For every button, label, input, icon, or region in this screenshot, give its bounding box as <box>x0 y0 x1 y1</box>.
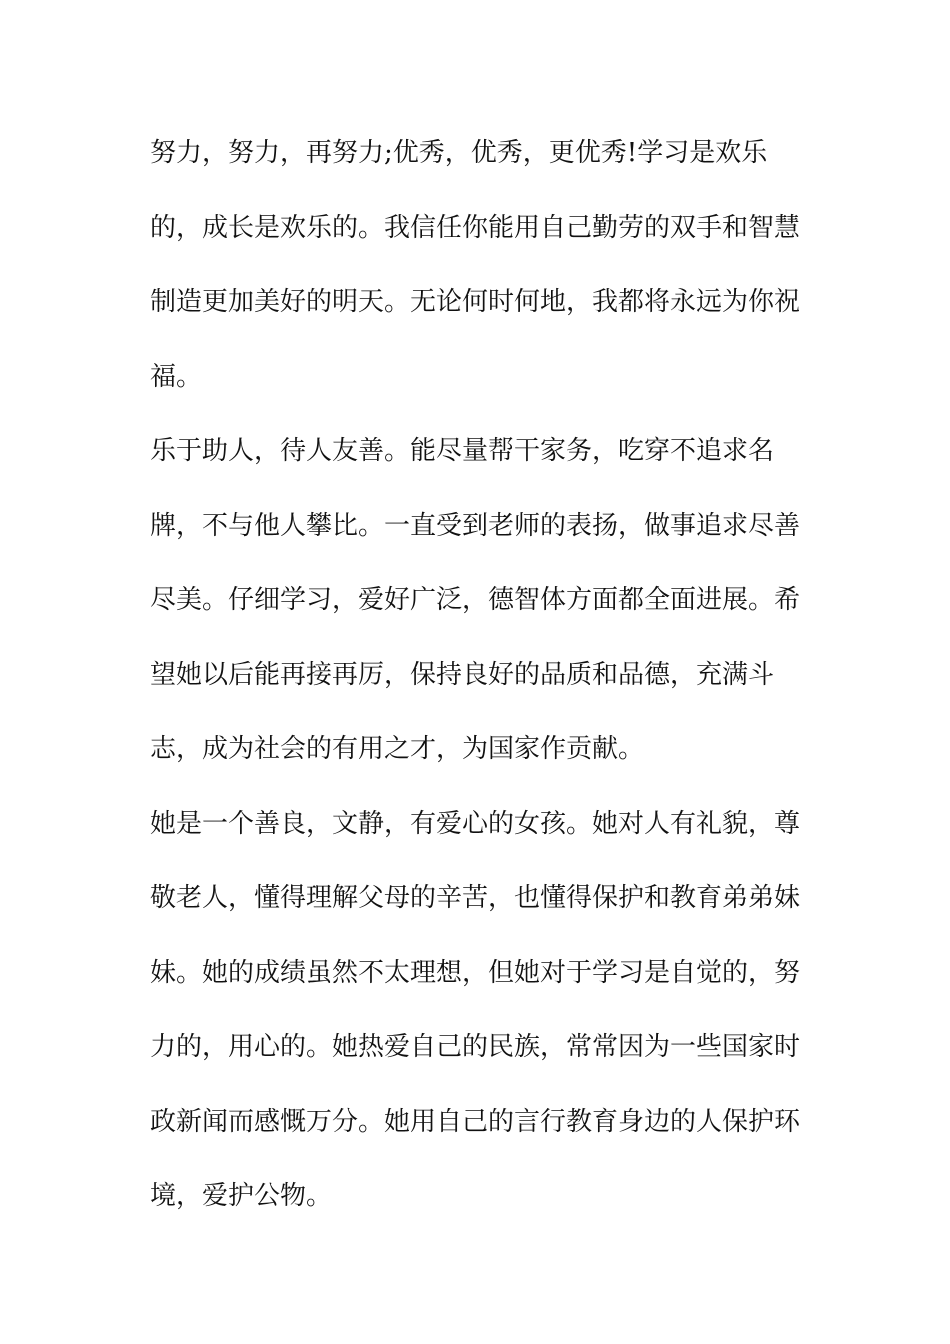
paragraph-line: 的，成长是欢乐的。我信任你能用自己勤劳的双手和智慧 <box>150 212 801 243</box>
paragraph-line: 福。 <box>150 361 203 392</box>
paragraph-line: 乐于助人，待人友善。能尽量帮干家务，吃穿不追求名 <box>150 436 775 466</box>
paragraph-line: 牌，不与他人攀比。一直受到老师的表扬，做事追求尽善 <box>150 510 801 541</box>
paragraph-line: 她是一个善良，文静，有爱心的女孩。她对人有礼貌，尊 <box>150 808 801 839</box>
document-body <box>150 116 800 1234</box>
paragraph-line: 力的，用心的。她热爱自己的民族，常常因为一些国家时 <box>150 1032 801 1062</box>
paragraph-line: 制造更加美好的明天。无论何时何地，我都将永远为你祝 <box>150 287 801 317</box>
paragraph-2 <box>150 414 800 787</box>
paragraph-line: 敬老人，懂得理解父母的辛苦，也懂得保护和教育弟弟妹 <box>150 883 801 913</box>
paragraph-line: 志，成为社会的有用之才，为国家作贡献。 <box>150 734 645 764</box>
paragraph-line: 妹。她的成绩虽然不太理想，但她对于学习是自觉的，努 <box>150 957 801 988</box>
paragraph-line: 望她以后能再接再厉，保持良好的品质和品德，充满斗 <box>150 659 775 690</box>
paragraph-line: 境，爱护公物。 <box>150 1181 333 1211</box>
paragraph-line: 政新闻而感慨万分。她用自己的言行教育身边的人保护环 <box>150 1106 801 1137</box>
paragraph-line: 努力，努力，再努力;优秀，优秀，更优秀!学习是欢乐 <box>150 138 768 168</box>
paragraph-line: 尽美。仔细学习，爱好广泛，德智体方面都全面进展。希 <box>150 585 801 615</box>
paragraph-1 <box>150 116 800 414</box>
paragraph-3 <box>150 787 800 1234</box>
